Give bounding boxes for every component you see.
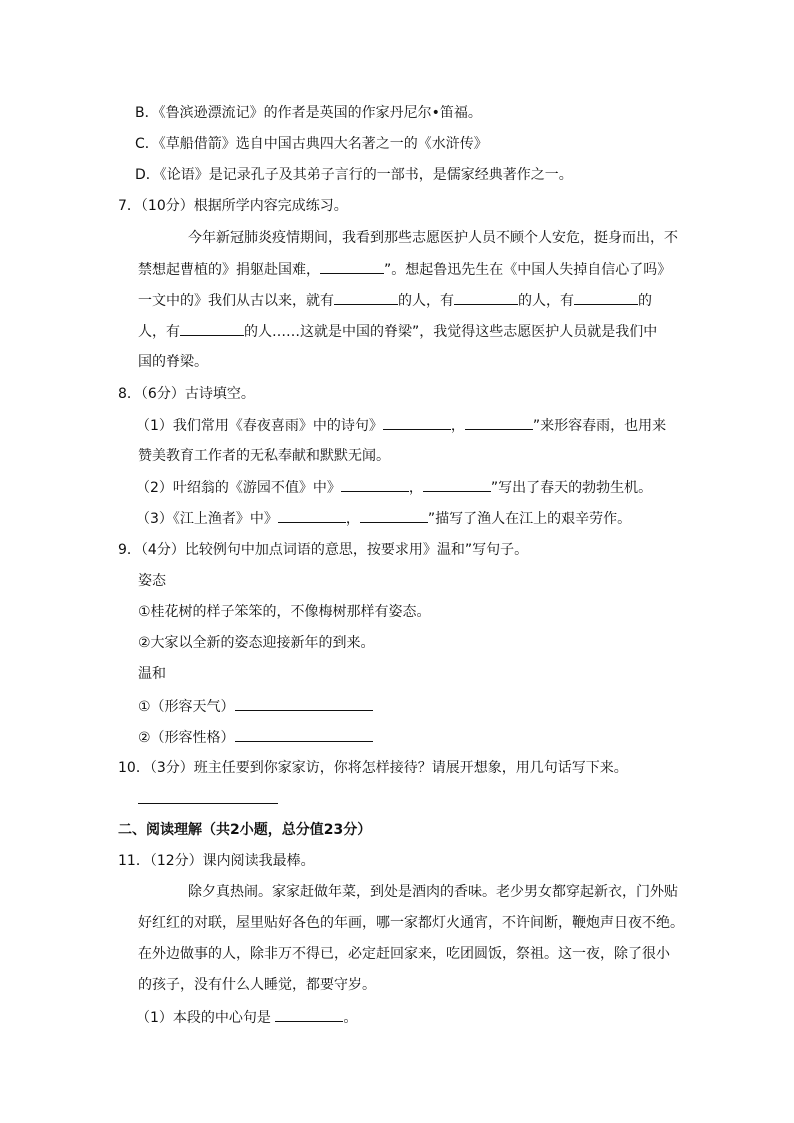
q7-line-2 [138,259,671,280]
q9-title: 9．（4分）比较例句中加点词语的意思，按要求用》温和”写句子。 [118,542,529,558]
q11-para-1: 除夕真热闹。家家赶做年菜，到处是酒肉的香味。老少男女都穿起新衣，门外贴 [188,884,678,900]
q8-sub-1-cont: 赞美教育工作者的无私奉献和默默无闻。 [138,448,390,464]
option-b: B．《鲁滨逊漂流记》的作者是英国的作家丹尼尔•笛福。 [135,105,482,121]
q9-example-1: ①桂花树的样子笨笨的，不像梅树那样有姿态。 [138,604,431,620]
q7-text: 的 [638,293,652,309]
q7-line-3 [138,290,652,311]
q9-text: ①（形容天气） [138,699,235,715]
q7-text: 的人，有 [518,293,574,309]
q10-title: 10．（3分）班主任要到你家家访，你将怎样接待？请展开想象，用几句话写下来。 [118,760,628,776]
q7-line-5: 国的脊梁。 [138,354,208,370]
answer-blank[interactable] [360,508,428,523]
q11-text: 。 [343,1010,358,1026]
q9-word-1: 姿态 [138,573,166,589]
q7-text: 人，有 [138,324,180,340]
q9-text: ②（形容性格） [138,730,235,746]
q9-fill-1 [138,696,373,717]
option-d: D．《论语》是记录孔子及其弟子言行的一部书，是儒家经典著作之一。 [135,167,573,183]
q7-line-4 [138,321,657,342]
q8-sub-1 [136,415,666,436]
q8-text: （2）叶绍翁的《游园不值》中》 [136,480,341,496]
answer-blank[interactable] [320,259,384,274]
answer-blank[interactable] [235,696,373,711]
q7-text: 一文中的》我们从古以来，就有 [138,293,334,309]
q11-title: 11．（12分）课内阅读我最棒。 [118,853,315,869]
answer-blank[interactable] [278,508,346,523]
q7-text: 的人……这就是中国的脊梁”，我觉得这些志愿医护人员就是我们中 [244,324,658,340]
answer-blank[interactable] [465,415,533,430]
q11-para-3: 在外边做事的人，除非万不得已，必定赶回家来，吃团圆饭，祭祖。这一夜，除了很小 [138,946,670,962]
q8-text: （3）《江上渔者》中》 [136,511,278,527]
q8-text: ， [408,480,423,496]
q8-text: ”描写了渔人在江上的艰辛劳作。 [427,511,632,527]
q9-example-2: ②大家以全新的姿态迎接新年的到来。 [138,635,375,651]
q11-text: （1）本段的中心句是 [136,1010,276,1026]
q8-sub-2 [136,477,652,498]
q11-para-2: 好红红的对联，屋里贴好各色的年画，哪一家都灯火通宵，不许间断，鞭炮声日夜不绝。 [138,915,684,931]
answer-blank[interactable] [574,290,638,305]
q8-text: ”来形容春雨，也用来 [532,418,667,434]
answer-blank[interactable] [454,290,518,305]
answer-blank[interactable] [235,727,373,742]
q8-sub-3 [136,508,631,529]
q11-sub-1 [136,1007,357,1028]
q8-text: （1）我们常用《春夜喜雨》中的诗句》 [136,418,383,434]
q7-text: 禁想起曹植的》捐躯赴国难， [138,262,320,278]
q7-line-1: 今年新冠肺炎疫情期间，我看到那些志愿医护人员不顾个人安危，挺身而出，不 [188,230,678,246]
answer-blank[interactable] [341,477,409,492]
q7-text: ”。想起鲁迅先生在《中国人失掉自信心了吗》 [384,262,672,278]
q11-para-4: 的孩子，没有什么人睡觉，都要守岁。 [138,977,376,993]
answer-blank[interactable] [275,1007,343,1022]
answer-blank[interactable] [334,290,398,305]
q9-fill-2 [138,727,373,748]
q9-word-2: 温和 [138,666,166,682]
answer-blank[interactable] [423,477,491,492]
q10-answer-line[interactable] [138,803,278,804]
answer-blank[interactable] [383,415,451,430]
q8-text: ， [450,418,465,434]
q7-text: 的人，有 [398,293,454,309]
q8-text: ”写出了春天的勃勃生机。 [490,480,653,496]
q8-text: ， [345,511,360,527]
q7-title: 7．（10分）根据所学内容完成练习。 [118,198,348,214]
option-c: C．《草船借箭》选自中国古典四大名著之一的《水浒传》 [135,136,488,152]
answer-blank[interactable] [180,321,244,336]
q8-title: 8．（6分）古诗填空。 [118,386,255,402]
section-heading: 二、阅读理解（共2小题，总分值23分） [118,822,372,838]
